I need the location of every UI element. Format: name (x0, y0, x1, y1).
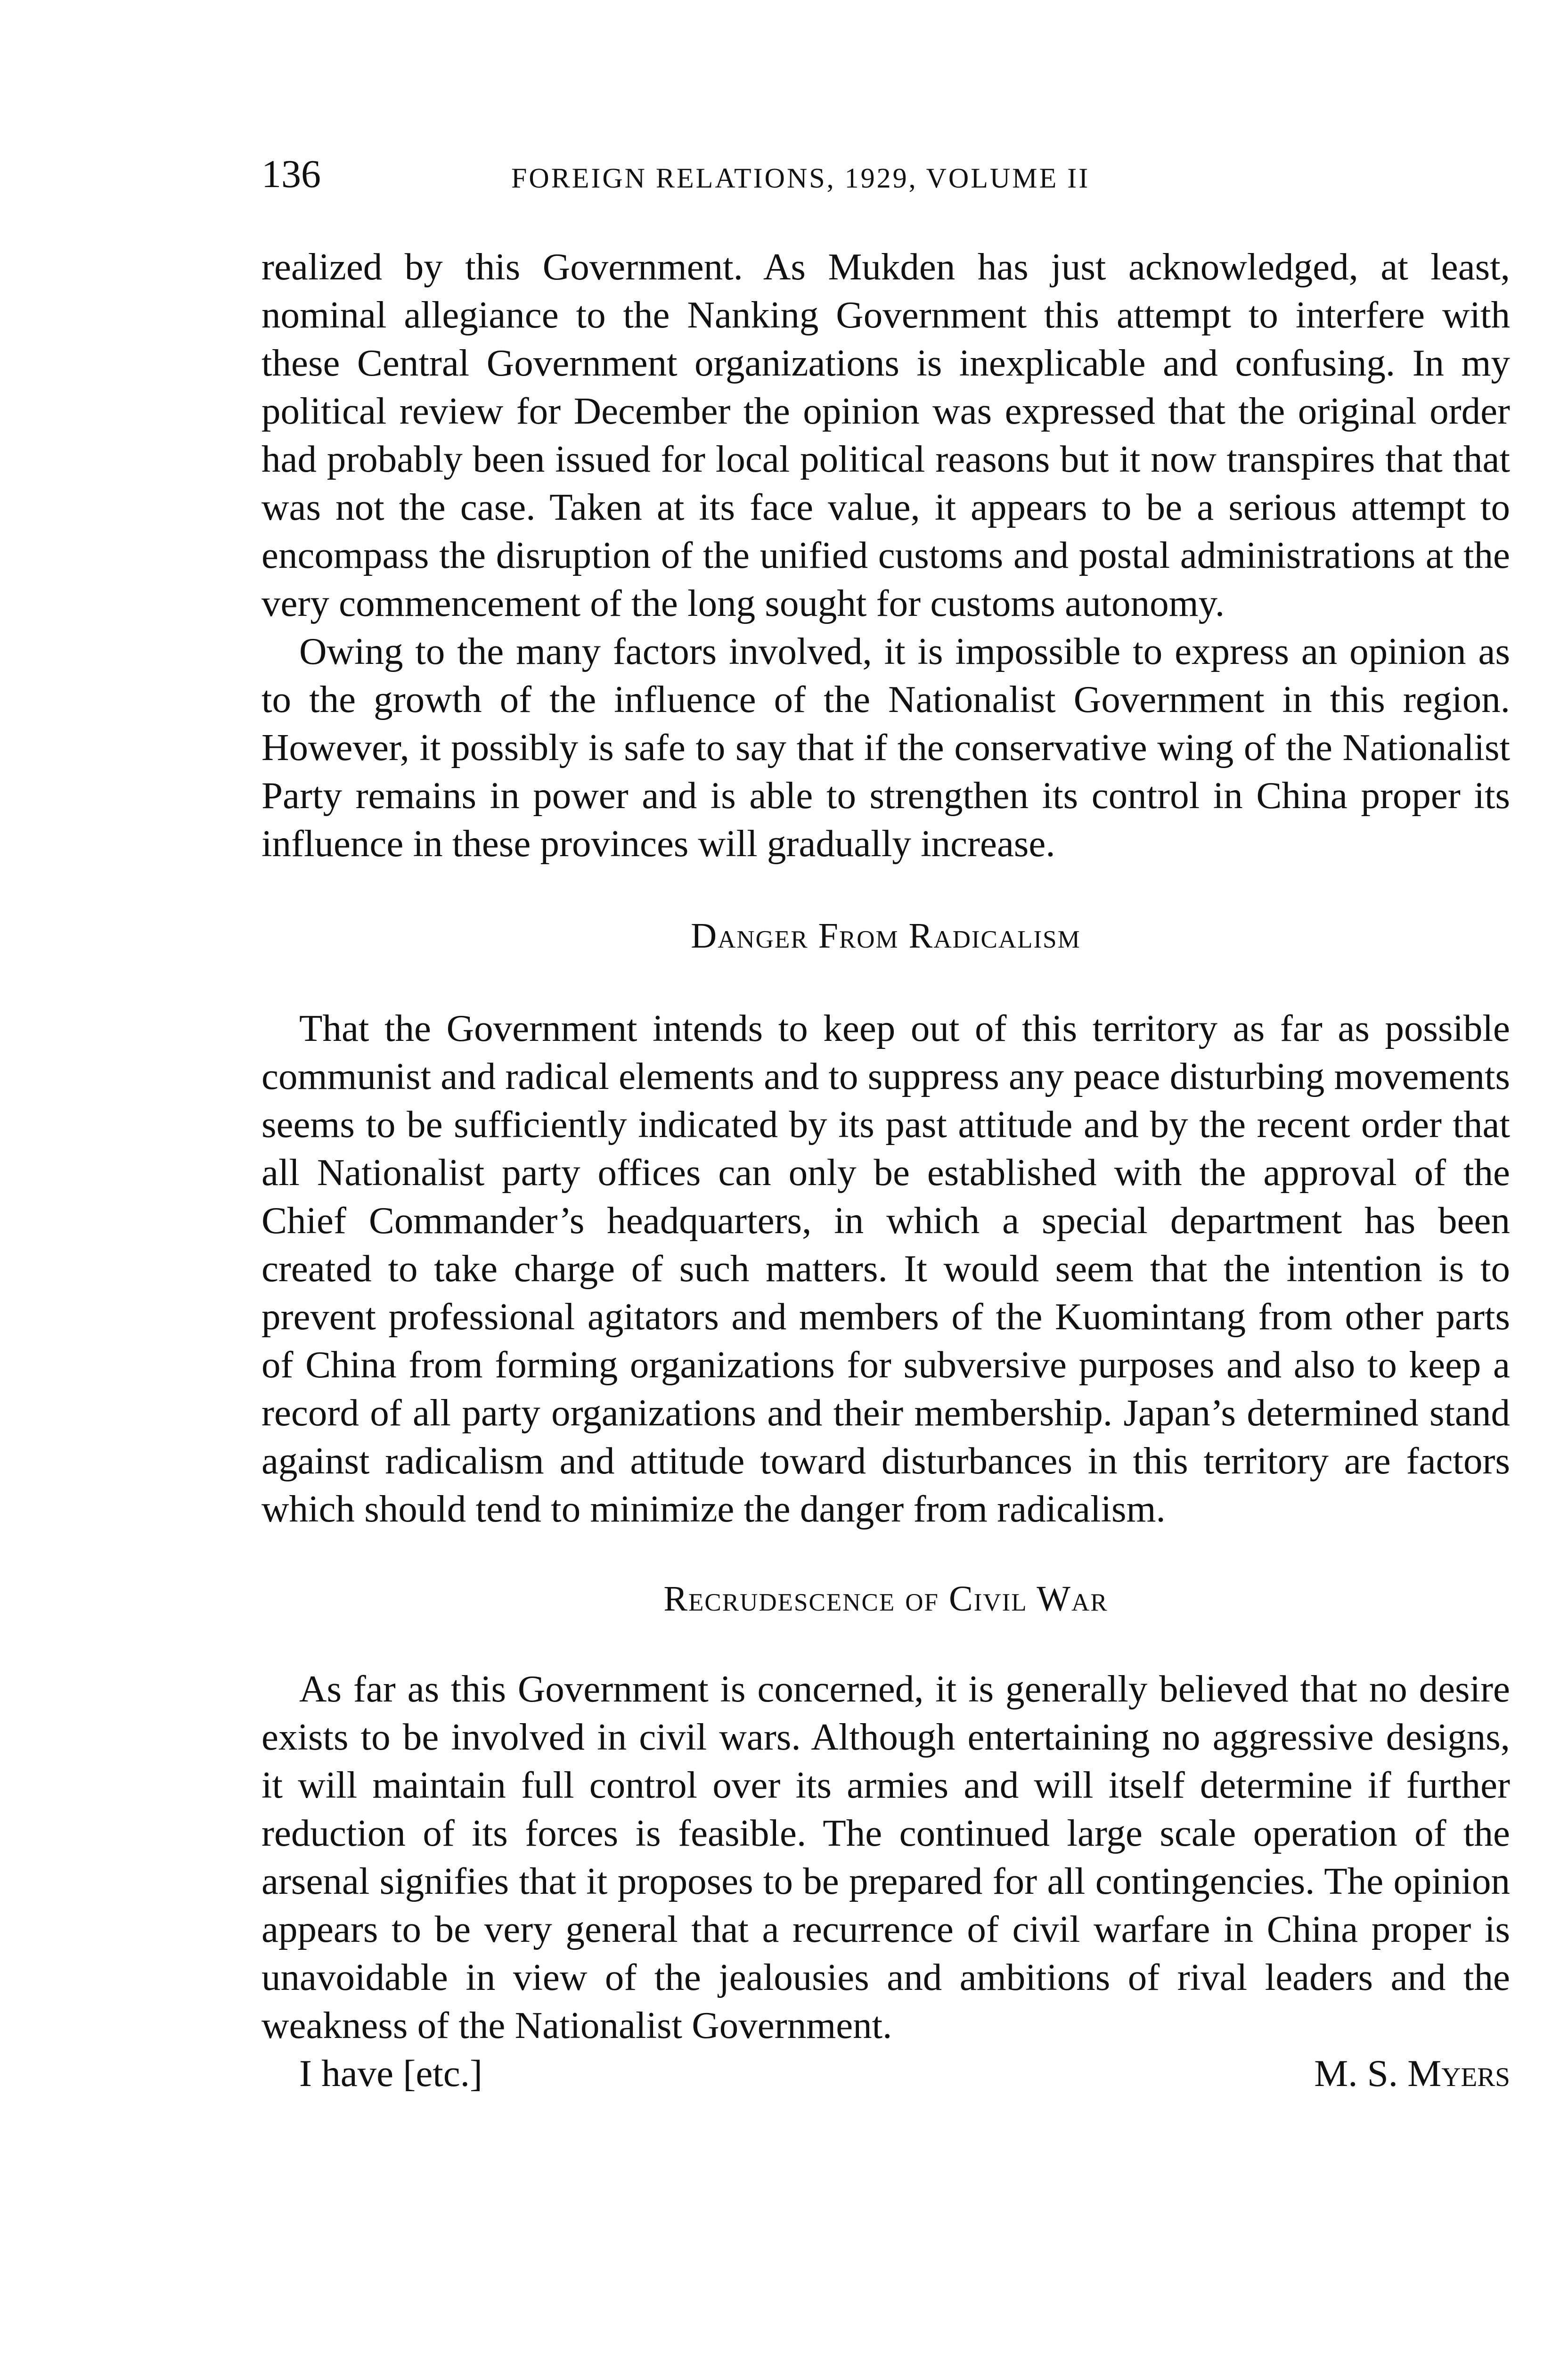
section-heading-danger-from-radicalism: Danger From Radicalism (691, 916, 1081, 956)
running-head (261, 151, 1510, 198)
section-heading-recrudescence-of-civil-war: Recrudescence of Civil War (663, 1579, 1108, 1619)
signature: M. S. Myers (1314, 2052, 1510, 2094)
closing-line (261, 2049, 1510, 2097)
paragraph-recrudescence-of-civil-war: As far as this Government is concerned, it is generally believed that no desire exists to be involved in civil wars. Although entertaining no aggressive designs, it will maintain full control over its armies and will itself determine if further reduction of its forces is feasible. The continued large scale operation of the arsenal signifies that it proposes to be prepared for all contingencies. The opinion appears to be very general that a recurrence of civil warfare in China proper is unavoidable in view of the jealousies and ambitions of rival leaders and the weakness of the Nationalist Government. (261, 1668, 1510, 2046)
document-page (261, 151, 1510, 2097)
running-title: FOREIGN RELATIONS, 1929, VOLUME II (511, 163, 1090, 194)
page-number: 136 (261, 152, 321, 196)
paragraph-danger-from-radicalism: That the Government intends to keep out of this territory as far as possible communist and radical elements and to suppress any peace disturbing movements seems to be sufficiently indicated by its past attitude and by the recent order that all Nationalist party offices can only be established with the approval of the Chief Commander’s headquarters, in which a special department has been created to take charge of such matters. It would seem that the intention is to prevent professional agitators and members of the Kuomintang from other parts of China from forming organizations for subversive purposes and also to keep a record of all party organizations and their membership. Japan’s determined stand against radicalism and attitude toward disturbances in this territory are factors which should tend to minimize the danger from radicalism. (261, 1007, 1510, 1530)
paragraph-continued: realized by this Government. As Mukden has just acknowledged, at least, nominal allegiance to the Nanking Government this attempt to interfere with these Central Government organizations is inexplicable and confusing. In my political review for December the opinion was expressed that the original order had probably been issued for local political reasons but it now transpires that that was not the case. Taken at its face value, it appears to be a serious attempt to encompass the disruption of the unified customs and postal administrations at the very commencement of the long sought for customs autonomy. (261, 245, 1510, 624)
closing-salutation: I have [etc.] (299, 2052, 482, 2094)
paragraph-nationalist-influence: Owing to the many factors involved, it is impossible to express an opinion as to the growth of the influence of the Nationalist Government in this region. However, it possibly is safe to say that if the conservative wing of the Nationalist Party remains in power and is able to strengthen its control in China proper its influence in these provinces will gradually increase. (261, 630, 1510, 865)
